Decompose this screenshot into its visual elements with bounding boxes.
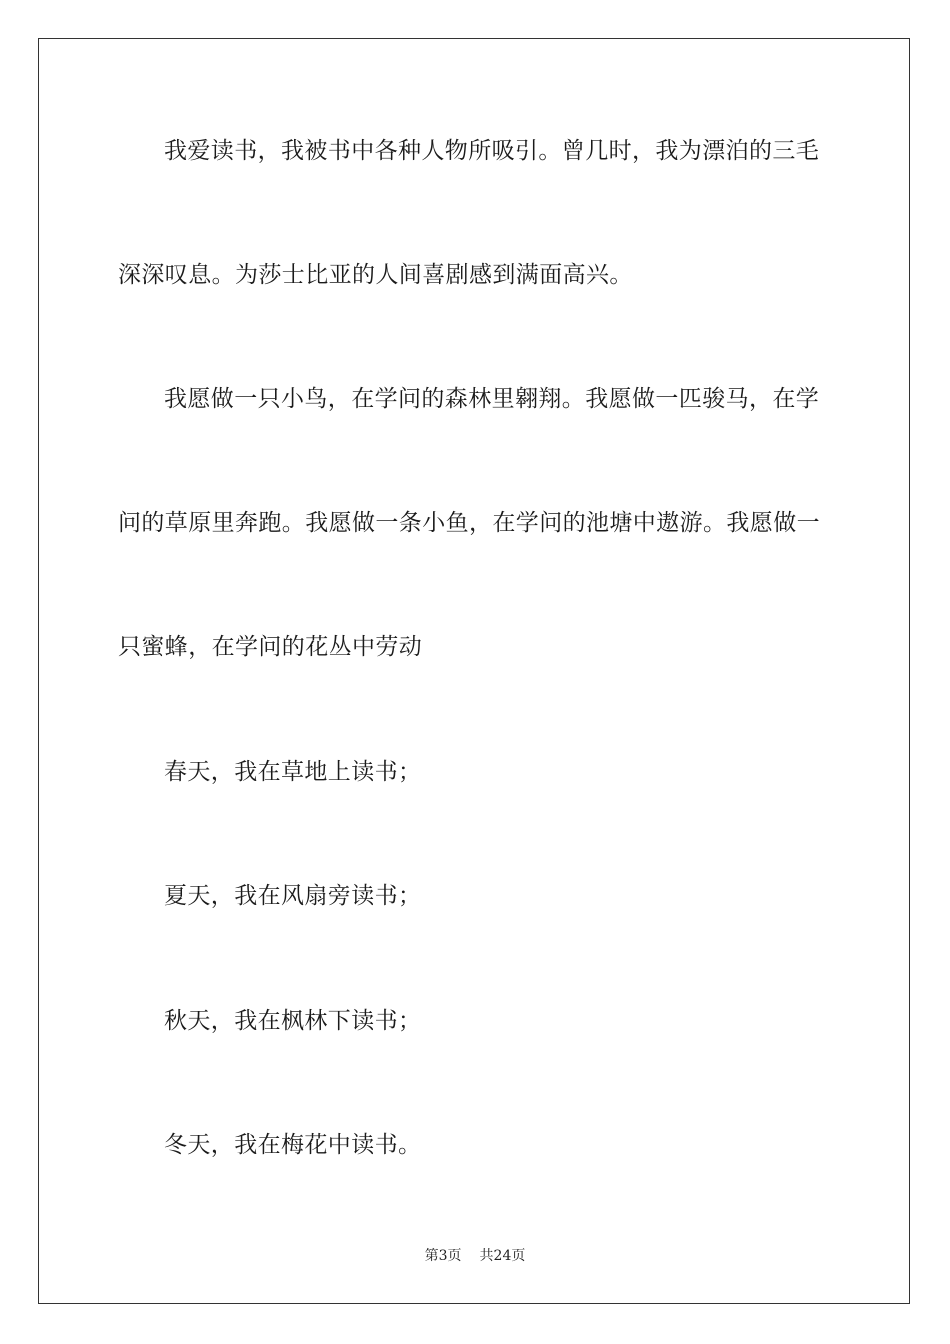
- page-footer: [0, 1246, 950, 1266]
- paragraph-line: 只蜜蜂，在学问的花丛中劳动: [118, 634, 423, 660]
- paragraph-line: 问的草原里奔跑。我愿做一条小鱼，在学问的池塘中遨游。我愿做一: [118, 510, 820, 536]
- page-number: 第3页: [424, 1248, 462, 1264]
- paragraph-line: 深深叹息。为莎士比亚的人间喜剧感到满面高兴。: [118, 262, 633, 288]
- paragraph-line: 夏天，我在风扇旁读书；: [164, 883, 422, 909]
- page-frame: [38, 38, 910, 1304]
- paragraph-line: 秋天，我在枫林下读书；: [164, 1008, 422, 1034]
- paragraph-line: 春天，我在草地上读书；: [164, 759, 422, 785]
- paragraph-line: 我爱读书，我被书中各种人物所吸引。曾几时，我为漂泊的三毛: [164, 138, 820, 164]
- paragraph-line: 我愿做一只小鸟，在学问的森林里翱翔。我愿做一匹骏马，在学: [164, 386, 820, 412]
- page-total: 共24页: [479, 1248, 526, 1264]
- paragraph-line: 冬天，我在梅花中读书。: [164, 1132, 422, 1158]
